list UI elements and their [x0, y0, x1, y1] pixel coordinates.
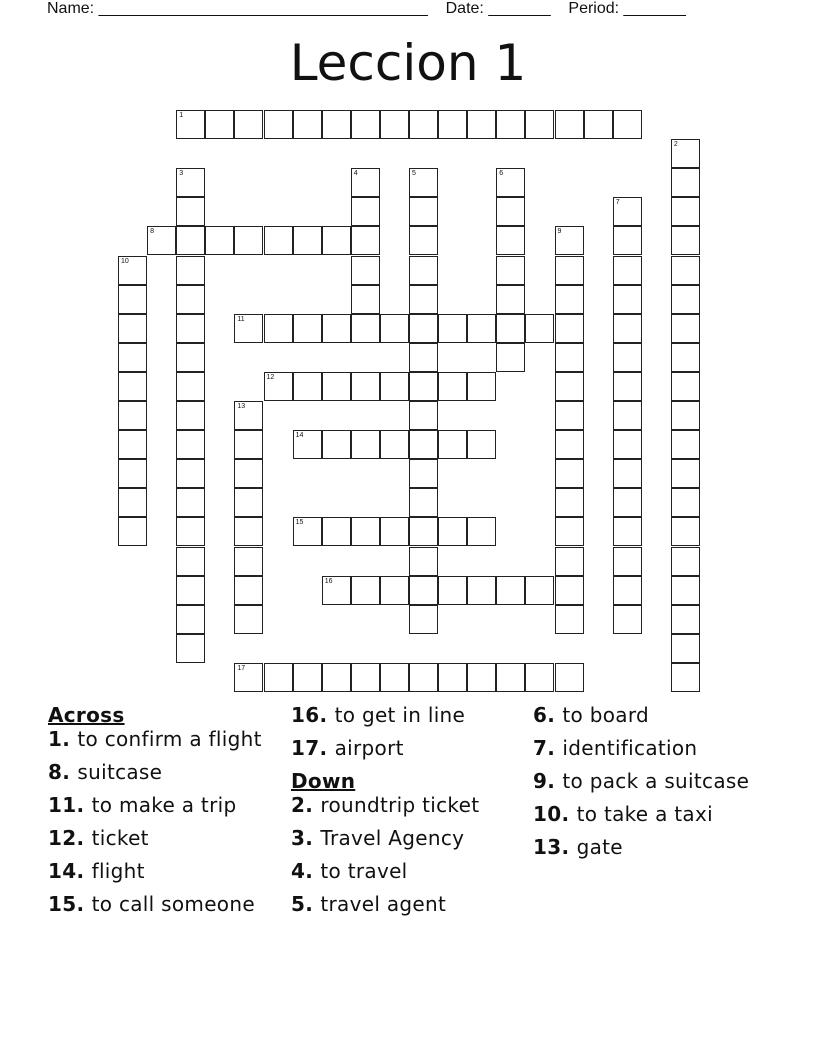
cell-number: 2 [673, 141, 678, 149]
grid-cell[interactable] [438, 430, 467, 459]
grid-cell[interactable] [671, 343, 700, 372]
clue-text: to make a trip [91, 793, 237, 817]
across-clue: 11. to make a trip [48, 793, 237, 817]
cell-number: 16 [324, 577, 333, 585]
grid-cell[interactable] [555, 110, 584, 139]
grid-cell[interactable] [351, 314, 380, 343]
grid-cell[interactable] [409, 576, 438, 605]
down-clue: 2. roundtrip ticket [291, 793, 480, 817]
grid-cell[interactable] [613, 488, 642, 517]
grid-cell[interactable] [613, 372, 642, 401]
across-clue: 8. suitcase [48, 760, 163, 784]
cell-number: 14 [295, 432, 304, 440]
across-clue: 17. airport [291, 736, 404, 760]
grid-cell[interactable] [671, 576, 700, 605]
cell-number: 11 [237, 315, 245, 323]
grid-cell[interactable] [234, 547, 263, 576]
cell-number: 17 [237, 664, 246, 672]
grid-cell[interactable] [671, 226, 700, 255]
grid-cell[interactable] [409, 197, 438, 226]
grid-cell[interactable] [234, 110, 263, 139]
grid-cell[interactable] [613, 226, 642, 255]
grid-cell[interactable] [351, 226, 380, 255]
clue-text: to take a taxi [576, 802, 713, 826]
grid-cell[interactable] [555, 372, 584, 401]
grid-cell[interactable] [409, 372, 438, 401]
grid-cell[interactable] [234, 430, 263, 459]
grid-cell[interactable] [613, 605, 642, 634]
grid-cell[interactable] [671, 168, 700, 197]
grid-cell[interactable] [467, 372, 496, 401]
grid-cell[interactable] [438, 314, 467, 343]
grid-cell[interactable] [555, 576, 584, 605]
header-line [47, 0, 686, 18]
grid-cell[interactable] [351, 110, 380, 139]
grid-cell[interactable] [525, 663, 554, 692]
grid-cell[interactable] [438, 576, 467, 605]
grid-cell[interactable] [613, 285, 642, 314]
clue-number: 17 [291, 736, 320, 760]
grid-cell[interactable] [322, 663, 351, 692]
grid-cell[interactable] [293, 663, 322, 692]
grid-cell[interactable] [118, 256, 147, 285]
clue-number: 3 [291, 826, 306, 850]
grid-cell[interactable] [322, 314, 351, 343]
grid-cell[interactable] [555, 285, 584, 314]
grid-cell[interactable] [322, 226, 351, 255]
clue-number: 12 [48, 826, 77, 850]
grid-cell[interactable] [118, 430, 147, 459]
grid-cell[interactable] [176, 256, 205, 285]
cell-number: 10 [121, 257, 129, 265]
down-heading: Down [291, 769, 356, 793]
grid-cell[interactable] [322, 576, 351, 605]
grid-cell[interactable] [351, 256, 380, 285]
grid-cell[interactable] [671, 488, 700, 517]
grid-cell[interactable] [380, 430, 409, 459]
clue-number: 16 [291, 703, 320, 727]
grid-cell[interactable] [118, 488, 147, 517]
grid-cell[interactable] [671, 517, 700, 546]
grid-cell[interactable] [118, 459, 147, 488]
grid-cell[interactable] [176, 547, 205, 576]
grid-cell[interactable] [438, 663, 467, 692]
grid-cell[interactable] [380, 314, 409, 343]
clue-text: suitcase [77, 760, 163, 784]
cell-number: 15 [295, 519, 304, 527]
grid-cell[interactable] [671, 634, 700, 663]
grid-cell[interactable] [671, 197, 700, 226]
grid-cell[interactable] [613, 401, 642, 430]
grid-cell[interactable] [351, 430, 380, 459]
grid-cell[interactable] [467, 576, 496, 605]
cell-number: 6 [499, 170, 504, 178]
grid-cell[interactable] [613, 314, 642, 343]
clue-number: 9 [533, 769, 548, 793]
grid-cell[interactable] [176, 343, 205, 372]
grid-cell[interactable] [438, 110, 467, 139]
clue-text: airport [334, 736, 404, 760]
clue-text: identification [562, 736, 698, 760]
grid-cell[interactable] [409, 343, 438, 372]
grid-cell[interactable] [205, 110, 234, 139]
grid-cell[interactable] [176, 168, 205, 197]
down-clue: 9. to pack a suitcase [533, 769, 750, 793]
clue-number: 14 [48, 859, 77, 883]
grid-cell[interactable] [555, 256, 584, 285]
across-clue: 12. ticket [48, 826, 149, 850]
grid-cell[interactable] [293, 314, 322, 343]
grid-cell[interactable] [555, 459, 584, 488]
grid-cell[interactable] [496, 314, 525, 343]
cell-number: 9 [557, 228, 562, 236]
grid-cell[interactable] [671, 314, 700, 343]
grid-cell[interactable] [380, 517, 409, 546]
down-clue: 6. to board [533, 703, 649, 727]
grid-cell[interactable] [409, 517, 438, 546]
clue-number: 11 [48, 793, 77, 817]
date-label: Date: [445, 0, 484, 17]
grid-cell[interactable] [176, 576, 205, 605]
grid-cell[interactable] [671, 459, 700, 488]
grid-cell[interactable] [555, 343, 584, 372]
grid-cell[interactable] [496, 110, 525, 139]
grid-cell[interactable] [409, 663, 438, 692]
name-label: Name: [47, 0, 95, 17]
down-clue: 7. identification [533, 736, 698, 760]
grid-cell[interactable] [234, 401, 263, 430]
clue-column-1 [48, 704, 283, 926]
grid-cell[interactable] [613, 459, 642, 488]
grid-cell[interactable] [467, 110, 496, 139]
across-clue: 14. flight [48, 859, 145, 883]
grid-cell[interactable] [380, 663, 409, 692]
grid-cell[interactable] [176, 605, 205, 634]
clue-number: 13 [533, 835, 562, 859]
grid-cell[interactable] [176, 197, 205, 226]
grid-cell[interactable] [671, 430, 700, 459]
clue-number: 1 [48, 727, 63, 751]
grid-cell[interactable] [380, 576, 409, 605]
grid-cell[interactable] [351, 197, 380, 226]
grid-cell[interactable] [409, 459, 438, 488]
grid-cell[interactable] [496, 168, 525, 197]
grid-cell[interactable] [118, 314, 147, 343]
grid-cell[interactable] [409, 547, 438, 576]
across-clue: 1. to confirm a flight [48, 727, 262, 751]
grid-cell[interactable] [438, 517, 467, 546]
grid-cell[interactable] [351, 285, 380, 314]
grid-cell[interactable] [613, 430, 642, 459]
grid-cell[interactable] [264, 226, 293, 255]
grid-cell[interactable] [380, 110, 409, 139]
clue-text: travel agent [320, 892, 447, 916]
grid-cell[interactable] [409, 110, 438, 139]
grid-cell[interactable] [118, 401, 147, 430]
grid-cell[interactable] [613, 517, 642, 546]
grid-cell[interactable] [496, 285, 525, 314]
grid-cell[interactable] [176, 634, 205, 663]
grid-cell[interactable] [322, 517, 351, 546]
grid-cell[interactable] [264, 314, 293, 343]
grid-cell[interactable] [351, 168, 380, 197]
grid-cell[interactable] [525, 576, 554, 605]
clue-number: 8 [48, 760, 63, 784]
down-clue: 13. gate [533, 835, 623, 859]
across-clue: 16. to get in line [291, 703, 466, 727]
grid-cell[interactable] [293, 517, 322, 546]
clue-number: 7 [533, 736, 548, 760]
grid-cell[interactable] [496, 663, 525, 692]
grid-cell[interactable] [671, 663, 700, 692]
grid-cell[interactable] [671, 139, 700, 168]
down-clue: 4. to travel [291, 859, 408, 883]
grid-cell[interactable] [147, 226, 176, 255]
grid-cell[interactable] [176, 372, 205, 401]
grid-cell[interactable] [613, 197, 642, 226]
grid-cell[interactable] [293, 430, 322, 459]
grid-cell[interactable] [613, 547, 642, 576]
grid-cell[interactable] [409, 401, 438, 430]
grid-cell[interactable] [176, 226, 205, 255]
grid-cell[interactable] [380, 372, 409, 401]
grid-cell[interactable] [555, 430, 584, 459]
grid-cell[interactable] [234, 576, 263, 605]
clue-number: 10 [533, 802, 562, 826]
grid-cell[interactable] [409, 256, 438, 285]
clue-text: roundtrip ticket [320, 793, 480, 817]
grid-cell[interactable] [264, 110, 293, 139]
grid-cell[interactable] [176, 517, 205, 546]
grid-cell[interactable] [613, 256, 642, 285]
grid-cell[interactable] [176, 430, 205, 459]
down-clue: 3. Travel Agency [291, 826, 465, 850]
grid-cell[interactable] [234, 459, 263, 488]
grid-cell[interactable] [234, 517, 263, 546]
period-blank[interactable]: _______ [623, 0, 686, 17]
grid-cell[interactable] [322, 372, 351, 401]
grid-cell[interactable] [176, 110, 205, 139]
grid-cell[interactable] [555, 547, 584, 576]
grid-cell[interactable] [671, 401, 700, 430]
grid-cell[interactable] [671, 605, 700, 634]
grid-cell[interactable] [525, 314, 554, 343]
grid-cell[interactable] [671, 256, 700, 285]
grid-cell[interactable] [555, 314, 584, 343]
grid-cell[interactable] [351, 372, 380, 401]
cell-number: 4 [353, 170, 358, 178]
grid-cell[interactable] [409, 226, 438, 255]
clue-number: 2 [291, 793, 306, 817]
clue-column-2 [291, 704, 526, 926]
grid-cell[interactable] [409, 430, 438, 459]
clue-text: to travel [320, 859, 408, 883]
grid-cell[interactable] [555, 401, 584, 430]
grid-cell[interactable] [176, 314, 205, 343]
grid-cell[interactable] [613, 110, 642, 139]
grid-cell[interactable] [555, 605, 584, 634]
grid-cell[interactable] [409, 314, 438, 343]
grid-cell[interactable] [118, 285, 147, 314]
grid-cell[interactable] [234, 605, 263, 634]
grid-cell[interactable] [613, 576, 642, 605]
grid-cell[interactable] [555, 488, 584, 517]
cell-number: 12 [266, 373, 275, 381]
clue-number: 15 [48, 892, 77, 916]
grid-cell[interactable] [671, 547, 700, 576]
clue-text: Travel Agency [320, 826, 465, 850]
grid-cell[interactable] [525, 110, 554, 139]
grid-cell[interactable] [467, 314, 496, 343]
clue-text: flight [91, 859, 145, 883]
grid-cell[interactable] [293, 372, 322, 401]
grid-cell[interactable] [555, 517, 584, 546]
clue-number: 4 [291, 859, 306, 883]
clue-number: 6 [533, 703, 548, 727]
grid-cell[interactable] [322, 430, 351, 459]
cell-number: 3 [179, 170, 184, 178]
clue-text: to confirm a flight [77, 727, 262, 751]
grid-cell[interactable] [234, 663, 263, 692]
period-label: Period: [568, 0, 620, 17]
grid-cell[interactable] [409, 285, 438, 314]
cell-number: 13 [237, 403, 246, 410]
clue-text: to call someone [91, 892, 255, 916]
grid-cell[interactable] [118, 517, 147, 546]
grid-cell[interactable] [293, 110, 322, 139]
down-clue: 5. travel agent [291, 892, 447, 916]
grid-cell[interactable] [555, 663, 584, 692]
clue-text: to pack a suitcase [562, 769, 750, 793]
grid-cell[interactable] [496, 197, 525, 226]
grid-cell[interactable] [118, 372, 147, 401]
grid-cell[interactable] [613, 343, 642, 372]
grid-cell[interactable] [176, 285, 205, 314]
cell-number: 7 [615, 199, 620, 207]
grid-cell[interactable] [176, 401, 205, 430]
clue-text: to get in line [334, 703, 466, 727]
date-blank[interactable]: _______ [488, 0, 551, 17]
name-blank[interactable]: _____________________________________ [98, 0, 428, 17]
grid-cell[interactable] [293, 226, 322, 255]
grid-cell[interactable] [409, 605, 438, 634]
grid-cell[interactable] [351, 663, 380, 692]
grid-cell[interactable] [264, 663, 293, 692]
grid-cell[interactable] [467, 517, 496, 546]
grid-cell[interactable] [467, 430, 496, 459]
grid-cell[interactable] [496, 256, 525, 285]
grid-cell[interactable] [234, 314, 263, 343]
grid-cell[interactable] [555, 226, 584, 255]
clue-number: 5 [291, 892, 306, 916]
grid-cell[interactable] [205, 226, 234, 255]
grid-cell[interactable] [496, 576, 525, 605]
grid-cell[interactable] [409, 168, 438, 197]
grid-cell[interactable] [467, 663, 496, 692]
grid-cell[interactable] [351, 517, 380, 546]
grid-cell[interactable] [322, 110, 351, 139]
clue-text: ticket [91, 826, 149, 850]
clue-text: to board [562, 703, 649, 727]
grid-cell[interactable] [176, 488, 205, 517]
cell-number: 5 [412, 170, 416, 178]
grid-cell[interactable] [409, 488, 438, 517]
across-clue: 15. to call someone [48, 892, 255, 916]
grid-cell[interactable] [351, 576, 380, 605]
cell-number: 1 [179, 112, 184, 119]
grid-cell[interactable] [671, 372, 700, 401]
clue-text: gate [576, 835, 623, 859]
grid-cell[interactable] [496, 343, 525, 372]
down-clue: 10. to take a taxi [533, 802, 713, 826]
grid-cell[interactable] [584, 110, 613, 139]
grid-cell[interactable] [438, 372, 467, 401]
page-title: Leccion 1 [289, 34, 527, 92]
grid-cell[interactable] [176, 459, 205, 488]
grid-cell[interactable] [264, 372, 293, 401]
clue-column-3 [533, 704, 773, 869]
grid-cell[interactable] [496, 226, 525, 255]
cell-number: 8 [150, 228, 154, 236]
grid-cell[interactable] [118, 343, 147, 372]
grid-cell[interactable] [671, 285, 700, 314]
grid-cell[interactable] [234, 488, 263, 517]
grid-cell[interactable] [234, 226, 263, 255]
across-heading: Across [48, 703, 125, 727]
